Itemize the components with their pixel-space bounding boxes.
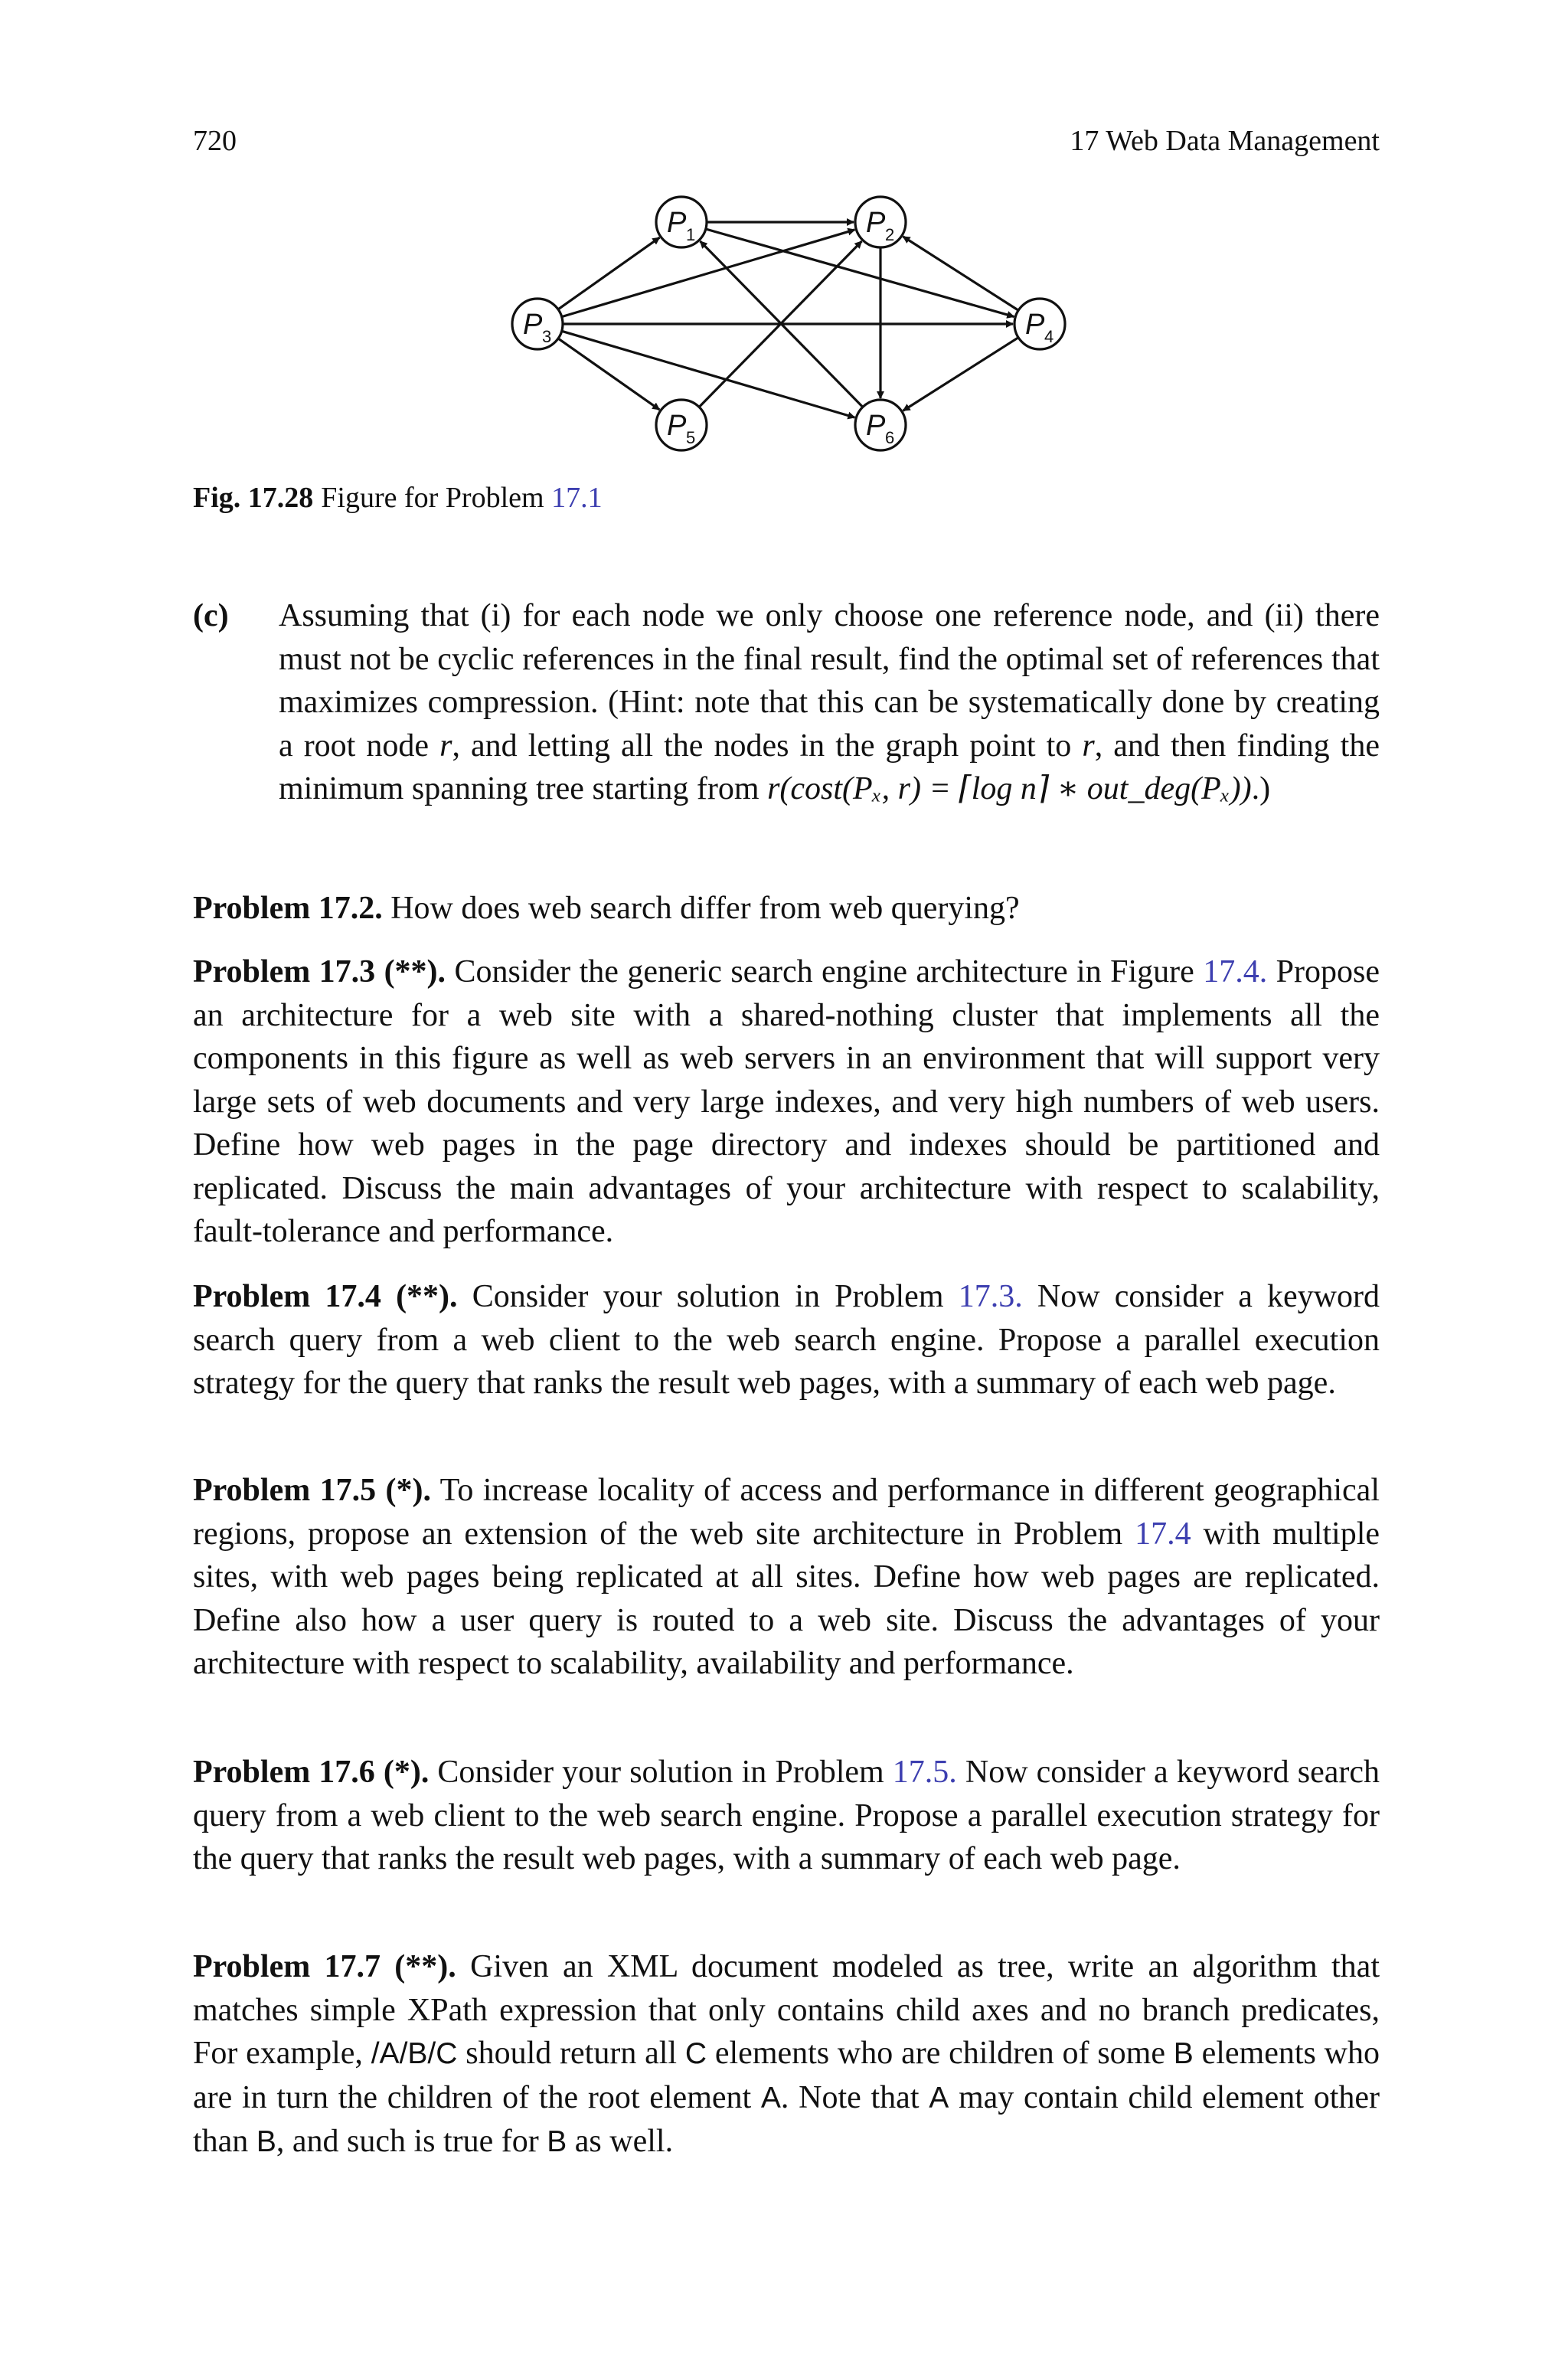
node-subscript: 5 [686, 428, 696, 447]
problem-17-7-text-4: elements who are in turn the children of the root element [193, 2036, 1380, 2115]
problem-17-2-label: Problem 17.2. [193, 891, 383, 926]
node-letter: P [667, 207, 687, 239]
graph-node-p6 [855, 400, 906, 450]
graph-node-p3 [512, 299, 563, 349]
problem-17-4 [193, 1275, 1380, 1405]
figure-caption [193, 479, 603, 516]
node-letter: P [866, 410, 886, 442]
problem-17-4-label: Problem 17.4 (**). [193, 1279, 458, 1314]
graph-node-p1 [656, 197, 707, 247]
problem-17-7-text-1: Given an XML document modeled as tree, write an algorithm that matches simple XPath expression that only contains child axes and no branch predicates, For example, [193, 1949, 1380, 2071]
edge-p4-p6 [903, 338, 1019, 411]
problem-17-6-text-2: Now consider a keyword search query from a web client to the web search engine. Propose a parallel execution strategy for the query that ranks the result web pages, with a summary of each web page. [193, 1755, 1380, 1876]
problem-17-5-link[interactable]: 17.5. [892, 1755, 957, 1790]
part-c-text [279, 594, 1380, 811]
graph-node-p5 [656, 400, 707, 450]
part-c-label: (c) [193, 598, 229, 633]
node-letter: P [523, 309, 543, 341]
problem-17-5-text-1: To increase locality of access and performance in different geographical regions, propose an extension of the web site architecture in Problem [193, 1473, 1380, 1552]
problem-17-5 [193, 1469, 1380, 1686]
edge-p3-p5 [558, 339, 659, 410]
node-subscript: 3 [542, 327, 552, 346]
problem-17-7 [193, 1945, 1380, 2164]
problem-17-2-text: How does web search differ from web querying? [382, 891, 1020, 926]
problem-17-7-label: Problem 17.7 (**). [193, 1949, 456, 1984]
element-b: B [256, 2125, 276, 2158]
node-subscript: 6 [885, 428, 895, 447]
problem-17-7-text-6: may contain child element other than [193, 2079, 1380, 2159]
problem-17-5-label: Problem 17.5 (*). [193, 1473, 431, 1508]
problem-17-3 [193, 950, 1380, 1254]
element-a: A [760, 2081, 781, 2115]
problem-17-4-text-1: Consider your solution in Problem [457, 1279, 959, 1314]
part-c-r1: r [439, 728, 452, 764]
part-c-text-4: .) [1251, 771, 1271, 806]
part-c-text-3: , and then finding the minimum spanning tree starting from [279, 728, 1380, 806]
problem-17-7-text-5: . Note that [780, 2079, 929, 2115]
node-letter: P [667, 410, 687, 442]
graph-node-p4 [1014, 299, 1065, 349]
problem-17-2 [193, 887, 1380, 931]
node-subscript: 1 [686, 225, 696, 244]
problem-17-7-text-7: , and such is true for [276, 2124, 547, 2159]
problem-17-4-text-2: Now consider a keyword search query from a web client to the web search engine. Propose a parallel execution strategy for the query that ranks the result web pages, with a summary of each web page. [193, 1279, 1380, 1401]
page-number: 720 [193, 125, 237, 157]
part-c-text-1: Assuming that (i) for each node we only choose one reference node, and (ii) there must not be cyclic references in the final result, find the optimal set of references that maximizes compression. (Hint: note that this can be systematically done by creating a root node [279, 598, 1380, 764]
edge-p3-p2 [562, 230, 855, 317]
element-b: B [547, 2125, 567, 2158]
graph-node-p2 [855, 197, 906, 247]
figure-caption-label: Fig. 17.28 [193, 482, 314, 514]
graph-svg [490, 184, 1102, 467]
edge-p4-p2 [903, 237, 1018, 310]
graph-figure [490, 184, 1102, 467]
part-c [193, 594, 1380, 811]
problem-17-3-text-1: Consider the generic search engine architecture in Figure [446, 954, 1204, 989]
running-head: 17 Web Data Management [1070, 125, 1380, 157]
element-a: A [929, 2081, 949, 2115]
problem-17-6-text-1: Consider your solution in Problem [429, 1755, 893, 1790]
problem-17-7-text-3: elements who are children of some [707, 2036, 1174, 2071]
problem-17-6-label: Problem 17.6 (*). [193, 1755, 430, 1790]
problem-17-1-link[interactable]: 17.1 [551, 482, 603, 514]
problem-17-4-link[interactable]: 17.4 [1135, 1516, 1191, 1552]
node-letter: P [866, 207, 886, 239]
node-subscript: 2 [885, 225, 895, 244]
figure-17-4-link[interactable]: 17.4. [1203, 954, 1268, 989]
problem-17-7-text-2: should return all [457, 2036, 685, 2071]
problem-17-7-text-8: as well. [567, 2124, 674, 2159]
part-c-text-2: , and letting all the nodes in the graph point to [452, 728, 1083, 764]
part-c-r2: r [1082, 728, 1095, 764]
xpath-expression: /A/B/C [371, 2037, 458, 2070]
element-b: B [1173, 2037, 1194, 2070]
edge-p3-p1 [558, 237, 659, 309]
element-c: C [684, 2037, 707, 2070]
node-subscript: 4 [1044, 327, 1054, 346]
problem-17-3-text-2: Propose an architecture for a web site with a shared-nothing cluster that implements all the components in this figure as well as web servers in an environment that will support very large sets of web documents and very large indexes, and very high numbers of web users. Define how web pages in the page directory and indexes should be partitioned and replicated. Discuss the main advantages of your architecture with respect to scalability, fault-tolerance and performance. [193, 954, 1380, 1249]
edge-p3-p6 [562, 331, 855, 417]
page-header [193, 123, 1380, 159]
node-letter: P [1025, 309, 1045, 341]
problem-17-5-text-2: with multiple sites, with web pages being replicated at all sites. Define how web pages are replicated. Define also how a user query is routed to a web site. Discuss the advantages of your architecture with respect to scalability, availability and performance. [193, 1516, 1380, 1681]
part-c-formula: r(cost(Pₓ, r) = ⌈log n⌉ ∗ out_deg(Pₓ)) [767, 771, 1252, 806]
problem-17-3-link[interactable]: 17.3. [958, 1279, 1023, 1314]
figure-caption-text: Figure for Problem [321, 482, 552, 514]
problem-17-6 [193, 1751, 1380, 1881]
problem-17-3-label: Problem 17.3 (**). [193, 954, 446, 989]
